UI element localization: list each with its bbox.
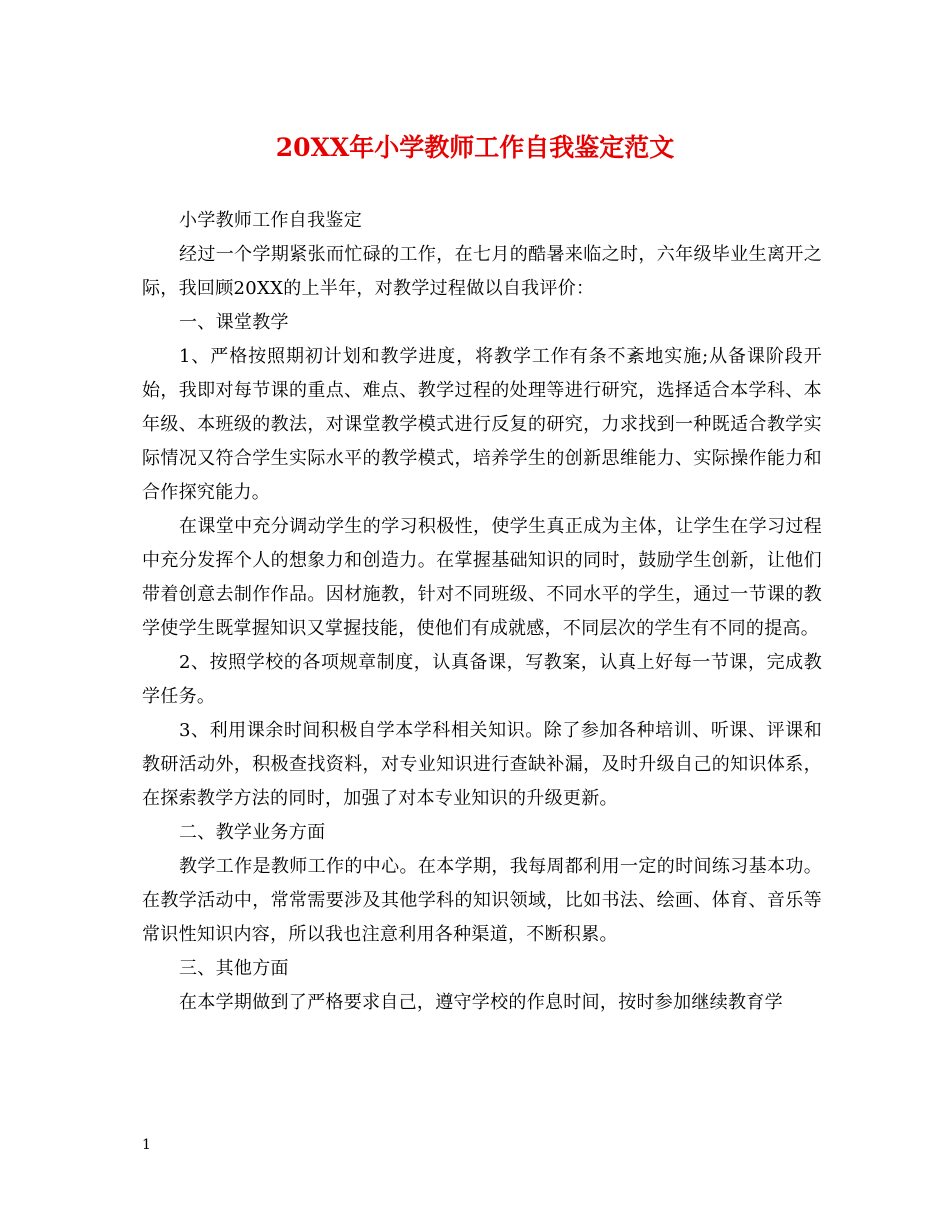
- paragraph-item-2: 2、按照学校的各项规章制度，认真备课，写教案，认真上好每一节课，完成教学任务。: [142, 652, 822, 707]
- paragraph-teaching-business: 教学工作是教师工作的中心。在本学期，我每周都利用一定的时间练习基本功。在教学活动中，常常需要涉及其他学科的知识领域，比如书法、绘画、体育、音乐等常识性知识内容，所以我也注意利用各种渠道，不断积累。: [142, 856, 822, 945]
- paragraph-classroom-engagement: 在课堂中充分调动学生的学习积极性，使学生真正成为主体，让学生在学习过程中充分发挥个人的想象力和创造力。在掌握基础知识的同时，鼓励学生创新，让他们带着创意去制作作品。因材施教，针对不同班级、不同水平的学生，通过一节课的教学使学生既掌握知识又掌握技能，使他们有成就感，不同层次的学生有不同的提高。: [142, 516, 822, 639]
- paragraph-heading: 小学教师工作自我鉴定: [179, 210, 362, 231]
- document-title: 20XX年小学教师工作自我鉴定范文: [275, 133, 675, 162]
- paragraph-item-1: 1、严格按照期初计划和教学进度，将教学工作有条不紊地实施;从备课阶段开始，我即对每节课的重点、难点、教学过程的处理等进行研究，选择适合本学科、本年级、本班级的教法，对课堂教学模式进行反复的研究，力求找到一种既适合教学实际情况又符合学生实际水平的教学模式，培养学生的创新思维能力、实际操作能力和合作探究能力。: [142, 346, 822, 503]
- paragraph-other-aspects: 在本学期做到了严格要求自己，遵守学校的作息时间，按时参加继续教育学: [179, 992, 783, 1013]
- paragraph-item-3: 3、利用课余时间积极自学本学科相关知识。除了参加各种培训、听课、评课和教研活动外，积极查找资料，对专业知识进行查缺补漏，及时升级自己的知识体系，在探索教学方法的同时，加强了对本专业知识的升级更新。: [142, 720, 822, 809]
- section-heading-classroom-teaching: 一、课堂教学: [179, 312, 289, 333]
- section-heading-other-aspects: 三、其他方面: [179, 958, 289, 979]
- section-heading-teaching-business: 二、教学业务方面: [179, 822, 326, 843]
- paragraph-intro: 经过一个学期紧张而忙碌的工作，在七月的酷暑来临之时，六年级毕业生离开之际，我回顾20XX的上半年，对教学过程做以自我评价：: [142, 244, 822, 299]
- page-number: 1: [142, 1137, 151, 1153]
- document-body: [142, 204, 822, 1020]
